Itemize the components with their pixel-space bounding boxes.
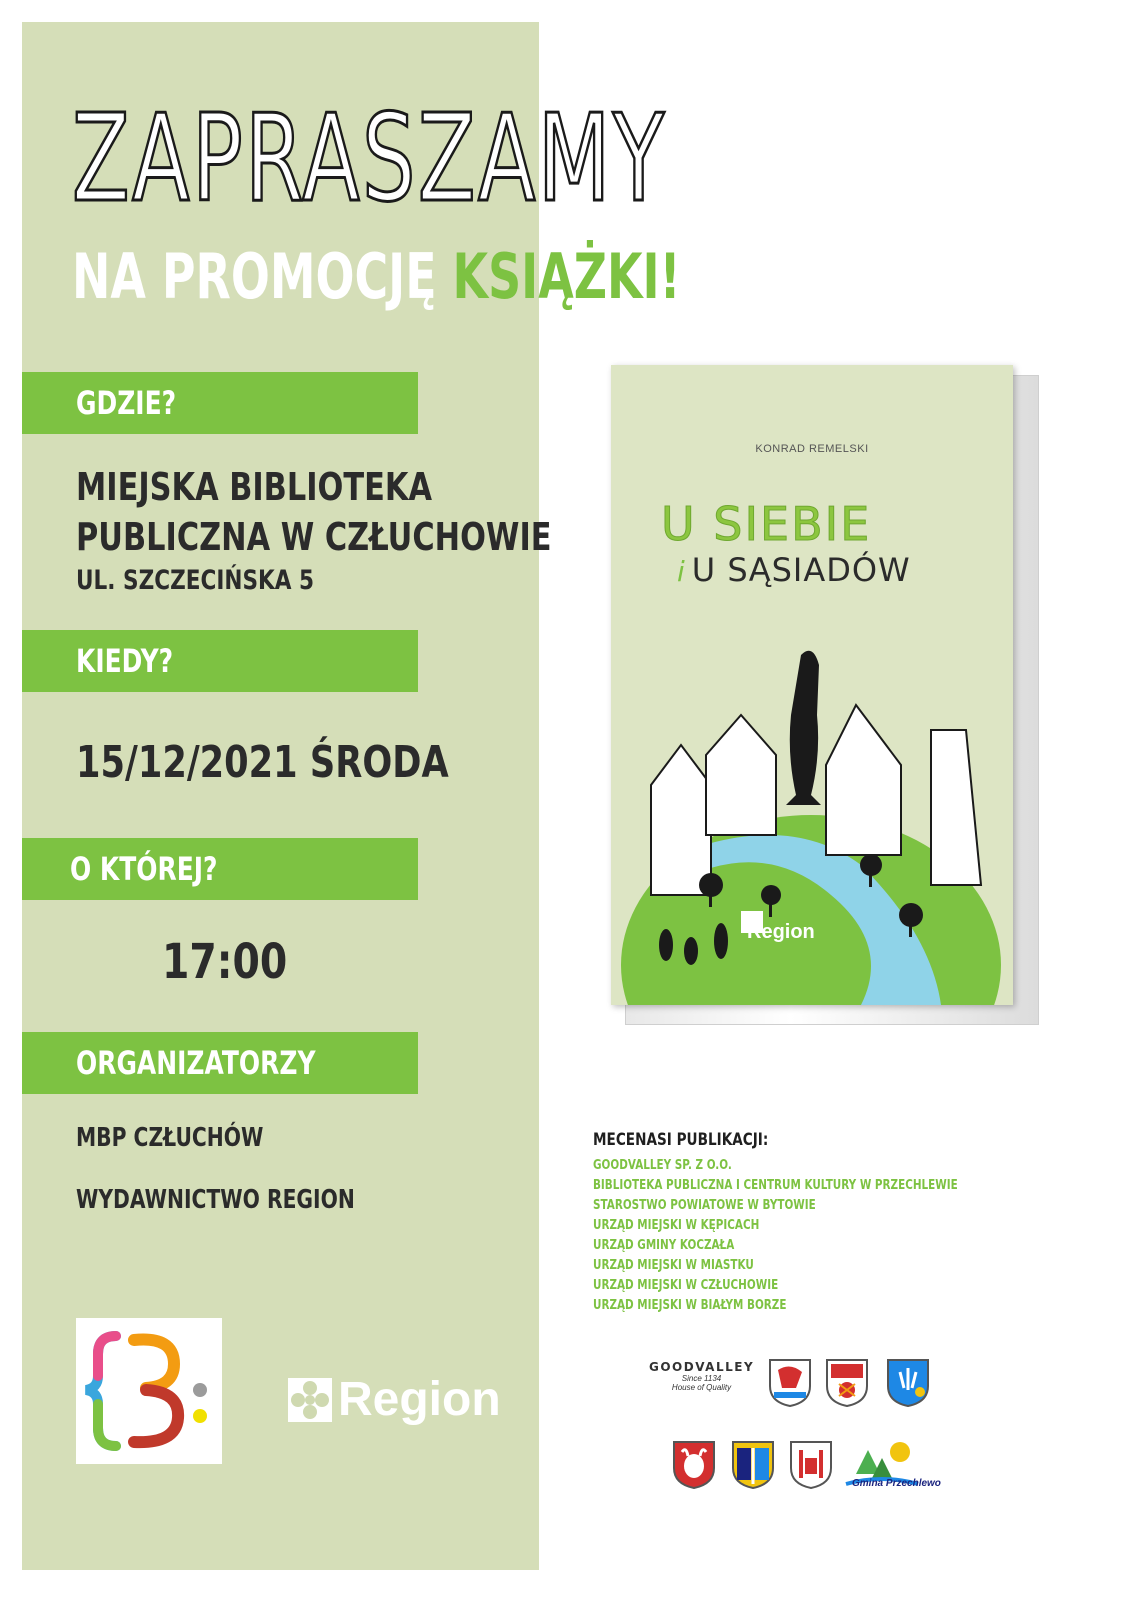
where-label-bar bbox=[22, 372, 418, 434]
kepice-crest-icon bbox=[825, 1358, 869, 1408]
when-label: KIEDY? bbox=[76, 642, 174, 680]
region-logo-text: Region bbox=[338, 1373, 501, 1426]
przechlewo-logo bbox=[842, 1434, 941, 1498]
organizer-item: WYDAWNICTWO REGION bbox=[76, 1185, 355, 1215]
library-logo-icon bbox=[76, 1318, 222, 1464]
koczala-crest-icon bbox=[886, 1358, 930, 1408]
organizers-label-bar bbox=[22, 1032, 418, 1094]
book-publisher: Region bbox=[747, 921, 815, 943]
czluchow-crest-icon bbox=[731, 1440, 775, 1490]
library-logo bbox=[76, 1318, 222, 1464]
bytow-crest-icon bbox=[768, 1358, 812, 1408]
time-label-bar bbox=[22, 838, 418, 900]
book-author: KONRAD REMELSKI bbox=[755, 443, 869, 455]
sponsor-item: URZĄD GMINY KOCZAŁA bbox=[593, 1238, 735, 1253]
goodvalley-logo bbox=[649, 1360, 754, 1404]
bialy-bor-crest-icon bbox=[789, 1440, 833, 1490]
book-title-line-1: U SIEBIE bbox=[661, 497, 872, 551]
sponsor-item: URZĄD MIEJSKI W CZŁUCHOWIE bbox=[593, 1278, 779, 1293]
region-logo bbox=[288, 1372, 501, 1427]
organizers-label: ORGANIZATORZY bbox=[76, 1044, 316, 1082]
sponsor-item: GOODVALLEY SP. Z O.O. bbox=[593, 1158, 732, 1173]
organizer-item: MBP CZŁUCHÓW bbox=[76, 1123, 264, 1153]
book-title-conjunction: i bbox=[677, 555, 686, 588]
book-image bbox=[611, 365, 1037, 1019]
book-cover bbox=[611, 365, 1013, 1005]
where-label: GDZIE? bbox=[76, 384, 177, 422]
sponsor-item: URZĄD MIEJSKI W BIAŁYM BORZE bbox=[593, 1298, 787, 1313]
page-subtitle bbox=[72, 240, 681, 313]
sponsor-item: STAROSTWO POWIATOWE W BYTOWIE bbox=[593, 1198, 816, 1213]
sponsor-item: URZĄD MIEJSKI W KĘPICACH bbox=[593, 1218, 760, 1233]
przechlewo-logo-text: Gmina Przechlewo bbox=[852, 1478, 941, 1489]
goodvalley-logo-text: GOODVALLEY bbox=[649, 1360, 755, 1374]
time-label: O KTÓREJ? bbox=[70, 850, 218, 888]
venue-address: UL. SZCZECIŃSKA 5 bbox=[76, 565, 315, 596]
sponsor-item: BIBLIOTEKA PUBLICZNA I CENTRUM KULTURY W PRZECHLEWIE bbox=[593, 1178, 958, 1193]
book-cover-illustration bbox=[611, 635, 1013, 1005]
page-title: ZAPRASZAMY bbox=[72, 90, 667, 229]
event-time: 17:00 bbox=[162, 934, 288, 990]
sponsors-title: MECENASI PUBLIKACJI: bbox=[593, 1130, 769, 1150]
book-title-line-2-text: U SĄSIADÓW bbox=[691, 551, 911, 589]
miastko-crest-icon bbox=[672, 1440, 716, 1490]
venue-line-2: PUBLICZNA W CZŁUCHOWIE bbox=[76, 515, 552, 559]
event-date: 15/12/2021 ŚRODA bbox=[76, 737, 449, 788]
goodvalley-tagline: House of Quality bbox=[671, 1383, 732, 1392]
venue-line-1: MIEJSKA BIBLIOTEKA bbox=[76, 465, 432, 509]
subtitle-green: KSIĄŻKI! bbox=[452, 240, 681, 313]
goodvalley-since: Since 1134 bbox=[681, 1374, 722, 1383]
subtitle-white: NA PROMOCJĘ bbox=[72, 240, 453, 313]
sponsor-item: URZĄD MIEJSKI W MIASTKU bbox=[593, 1258, 754, 1273]
region-flower-icon bbox=[288, 1378, 332, 1422]
book-title-line-2 bbox=[677, 551, 911, 589]
when-label-bar bbox=[22, 630, 418, 692]
